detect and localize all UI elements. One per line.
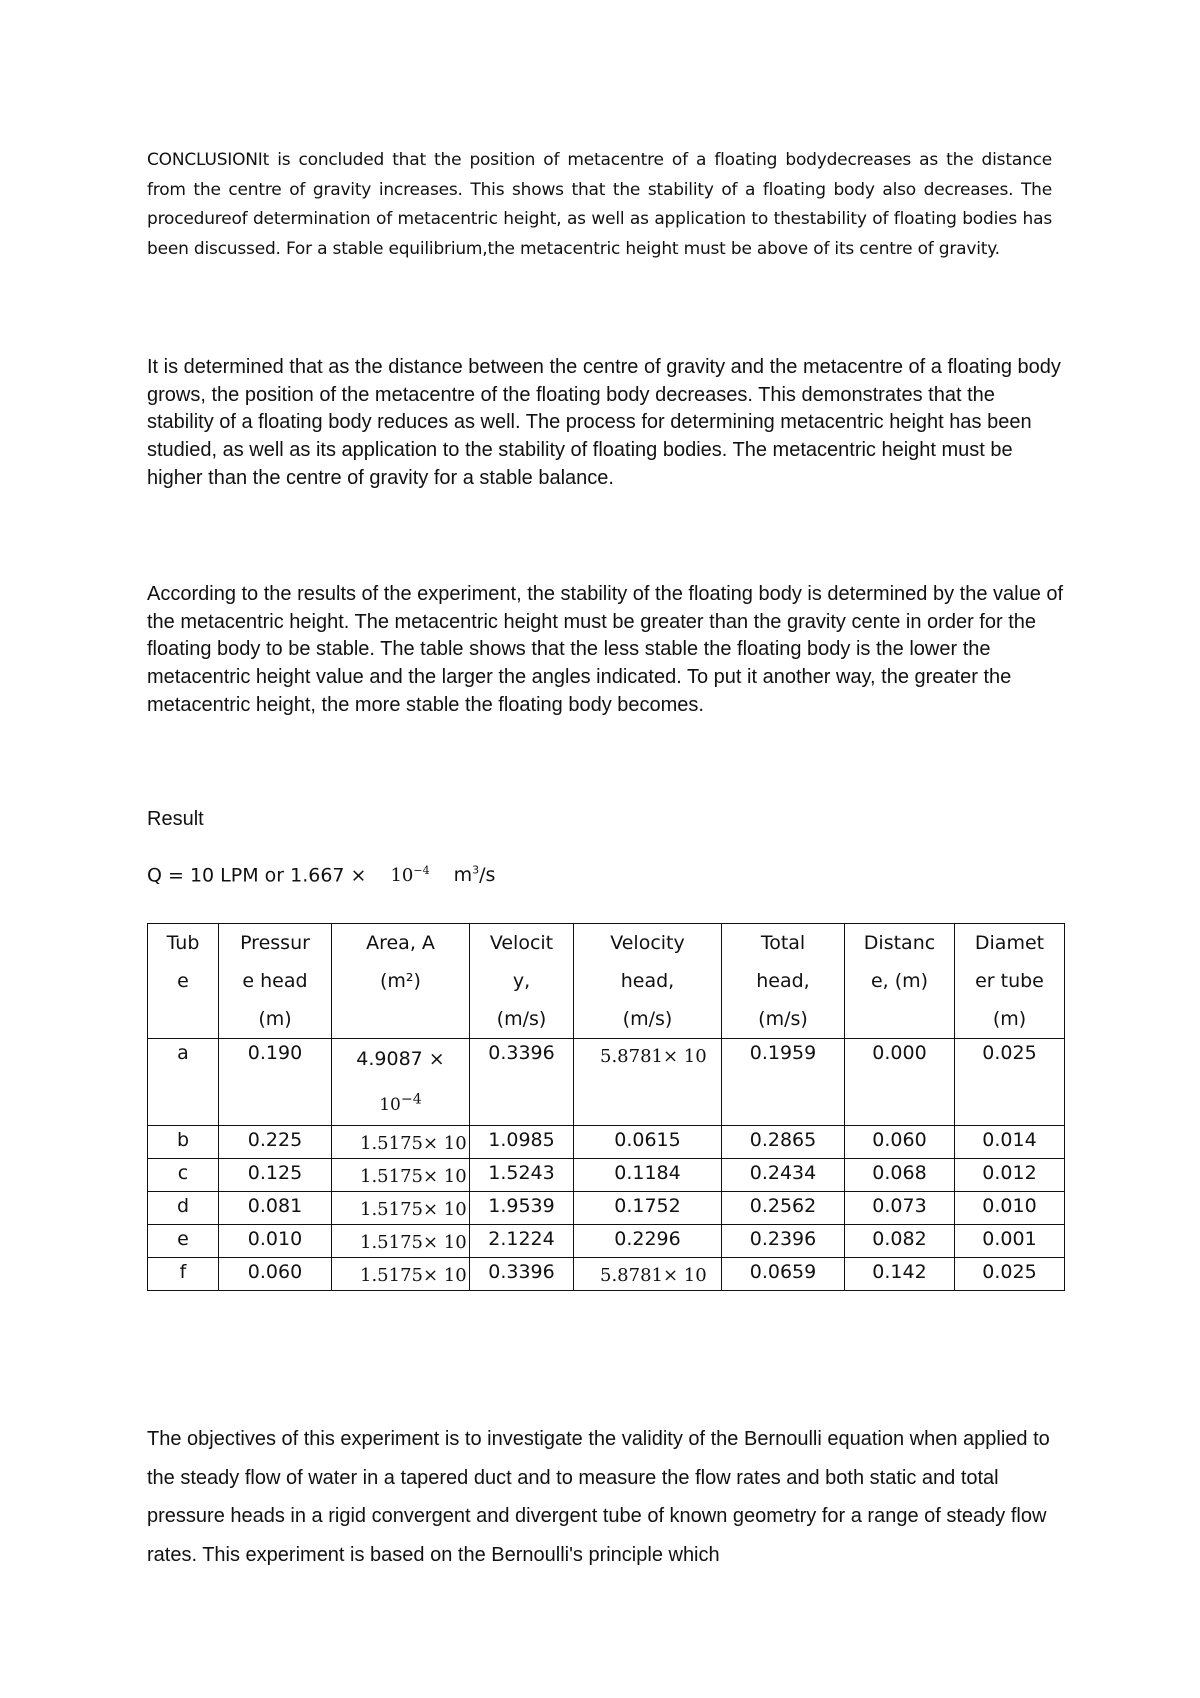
cell-diameter: 0.001: [955, 1224, 1065, 1257]
header-diameter: Diamet er tube (m): [955, 924, 1065, 1039]
cell-velocity-head: 0.1752: [574, 1191, 722, 1224]
table-header-row: [148, 924, 1065, 1039]
cell-tube: e: [148, 1224, 219, 1257]
table-row: [148, 1191, 1065, 1224]
cell-diameter: 0.025: [955, 1039, 1065, 1126]
table-row: [148, 1257, 1065, 1290]
flow-unit-suffix: /s: [479, 864, 496, 887]
cell-area: 1.5175× 10: [332, 1257, 470, 1290]
cell-pressure: 0.081: [219, 1191, 332, 1224]
area-mantissa: 4.9087 ×: [356, 1048, 445, 1070]
table-row: [148, 1158, 1065, 1191]
cell-distance: 0.082: [845, 1224, 955, 1257]
cell-velocity-head: 0.2296: [574, 1224, 722, 1257]
flow-unit-base: m: [453, 864, 473, 887]
cell-velocity-head: 5.8781× 10: [574, 1039, 722, 1126]
result-heading: Result: [147, 808, 204, 830]
flow-rate-exponent: [390, 865, 429, 886]
cell-total-head: 0.2396: [722, 1224, 845, 1257]
cell-distance: 0.000: [845, 1039, 955, 1126]
flow-exponent-power: −4: [413, 864, 430, 878]
cell-area: [332, 1039, 470, 1126]
cell-pressure: 0.125: [219, 1158, 332, 1191]
cell-area: 1.5175× 10: [332, 1224, 470, 1257]
area-exponent-base: 10: [379, 1094, 401, 1115]
cell-distance: 0.060: [845, 1125, 955, 1158]
conclusion-paragraph: CONCLUSIONIt is concluded that the position of metacentre of a floating bodydecreases as the distance from the centre of gravity increases. This shows that the stability of a floating body also decreases. The procedureof determination of metacentric height, as well as application to thestability of floating bodies has been discussed. For a stable equilibrium,the metacentric height must be above of its centre of gravity.: [147, 150, 1052, 259]
flow-rate-unit: [454, 864, 496, 886]
cell-tube: b: [148, 1125, 219, 1158]
cell-velocity: 0.3396: [470, 1257, 574, 1290]
cell-velocity: 1.5243: [470, 1158, 574, 1191]
flow-unit-power: 3: [472, 864, 480, 877]
cell-velocity-head: 0.0615: [574, 1125, 722, 1158]
flow-exponent-base: 10: [390, 865, 414, 887]
objectives-paragraph: The objectives of this experiment is to investigate the validity of the Bernoulli equation when applied to the steady flow of water in a tapered duct and to measure the flow rates and both static and total pressure heads in a rigid convergent and divergent tube of known geometry for a range of steady flow rates. This experiment is based on the Bernoulli's principle which: [147, 1428, 1050, 1566]
cell-velocity: 2.1224: [470, 1224, 574, 1257]
header-distance: Distanc e, (m): [845, 924, 955, 1039]
cell-tube: f: [148, 1257, 219, 1290]
cell-velocity: 1.9539: [470, 1191, 574, 1224]
header-tube: Tub e: [148, 924, 219, 1039]
flow-rate-line: [147, 864, 495, 886]
cell-velocity: 0.3396: [470, 1039, 574, 1126]
table-row: [148, 1224, 1065, 1257]
header-velocity-head: Velocity head, (m/s): [574, 924, 722, 1039]
results-discussion-paragraph: According to the results of the experiment, the stability of the floating body is determined by the value of the metacentric height. The metacentric height must be greater than the gravity cente in order for the floating body to be stable. The table shows that the less stable the floating body is the lower the metacentric height value and the larger the angles indicated. To put it another way, the greater the metacentric height, the more stable the floating body becomes.: [147, 583, 1064, 716]
header-total-head: Total head, (m/s): [722, 924, 845, 1039]
cell-total-head: 0.2562: [722, 1191, 845, 1224]
cell-total-head: 0.2434: [722, 1158, 845, 1191]
area-exponent-power: −4: [400, 1091, 422, 1107]
header-pressure-head: Pressur e head (m): [219, 924, 332, 1039]
table-row: [148, 1039, 1065, 1126]
cell-diameter: 0.010: [955, 1191, 1065, 1224]
cell-tube: d: [148, 1191, 219, 1224]
cell-pressure: 0.190: [219, 1039, 332, 1126]
cell-area: 1.5175× 10: [332, 1191, 470, 1224]
cell-total-head: 0.0659: [722, 1257, 845, 1290]
cell-diameter: 0.014: [955, 1125, 1065, 1158]
cell-diameter: 0.012: [955, 1158, 1065, 1191]
area-exponent: [379, 1091, 422, 1115]
header-area: Area, A (m²): [332, 924, 470, 1039]
cell-pressure: 0.060: [219, 1257, 332, 1290]
results-table: [147, 923, 1065, 1291]
header-velocity: Velocit y, (m/s): [470, 924, 574, 1039]
cell-total-head: 0.1959: [722, 1039, 845, 1126]
cell-pressure: 0.010: [219, 1224, 332, 1257]
stability-paragraph: It is determined that as the distance between the centre of gravity and the metacentre of a floating body grows, the position of the metacentre of the floating body decreases. This demonstrates that the stability of a floating body reduces as well. The process for determining metacentric height has been studied, as well as its application to the stability of floating bodies. The metacentric height must be higher than the centre of gravity for a stable balance.: [147, 356, 1061, 489]
cell-area: 1.5175× 10: [332, 1158, 470, 1191]
cell-distance: 0.073: [845, 1191, 955, 1224]
cell-distance: 0.068: [845, 1158, 955, 1191]
cell-diameter: 0.025: [955, 1257, 1065, 1290]
cell-velocity-head: 0.1184: [574, 1158, 722, 1191]
cell-pressure: 0.225: [219, 1125, 332, 1158]
flow-rate-prefix: Q = 10 LPM or 1.667 ×: [147, 864, 367, 887]
cell-tube: c: [148, 1158, 219, 1191]
cell-total-head: 0.2865: [722, 1125, 845, 1158]
cell-tube: a: [148, 1039, 219, 1126]
cell-distance: 0.142: [845, 1257, 955, 1290]
cell-velocity-head: 5.8781× 10: [574, 1257, 722, 1290]
cell-velocity: 1.0985: [470, 1125, 574, 1158]
cell-area: 1.5175× 10: [332, 1125, 470, 1158]
table-row: [148, 1125, 1065, 1158]
